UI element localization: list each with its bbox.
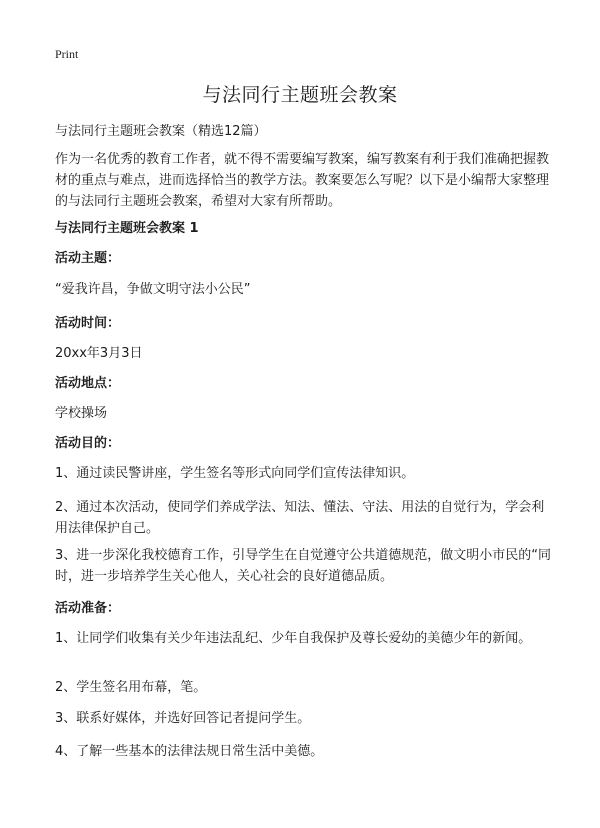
document-subtitle: 与法同行主题班会教案（精选12篇） — [55, 124, 267, 139]
goal-item: 2、通过本次活动，使同学们养成学法、知法、懂法、守法、用法的自觉行为，学会利用法律保护自己。 — [55, 500, 545, 536]
document-title: 与法同行主题班会教案 — [202, 84, 398, 106]
print-label: Print — [55, 47, 79, 61]
place-value: 学校操场 — [55, 406, 108, 421]
goal-item: 1、通过读民警讲座，学生签名等形式向同学们宣传法律知识。 — [55, 466, 415, 481]
prep-item: 1、让同学们收集有关少年违法乱纪、少年自我保护及尊长爱幼的美德少年的新闻。 — [55, 631, 532, 646]
intro-paragraph: 作为一名优秀的教育工作者，就不得不需要编写教案，编写教案有利于我们准确把握教材的重点与难点，进而选择恰当的教学方法。教案要怎么写呢？以下是小编帮大家整理的与法同行主题班会教案，希望对大家有所帮助。 — [55, 152, 550, 209]
place-label: 活动地点： — [55, 376, 121, 391]
prep-item: 4、了解一些基本的法律法规日常生活中美德。 — [55, 744, 324, 759]
section-heading: 与法同行主题班会教案 1 — [55, 221, 199, 236]
time-value: 20xx年3月3日 — [55, 346, 143, 361]
time-label: 活动时间： — [55, 316, 121, 331]
goal-label: 活动目的： — [55, 436, 121, 451]
goal-item: 3、进一步深化我校德育工作，引导学生在自觉遵守公共道德规范，做文明小市民的“同时，进一步培养学生关心他人，关心社会的良好道德品质。 — [55, 548, 552, 584]
prep-item: 3、联系好媒体，并选好回答记者提问学生。 — [55, 711, 311, 726]
prep-item: 2、学生签名用布幕，笔。 — [55, 680, 207, 695]
theme-label: 活动主题： — [55, 251, 121, 266]
theme-value: “爱我许昌，争做文明守法小公民” — [55, 282, 251, 297]
prep-label: 活动准备： — [55, 601, 121, 616]
